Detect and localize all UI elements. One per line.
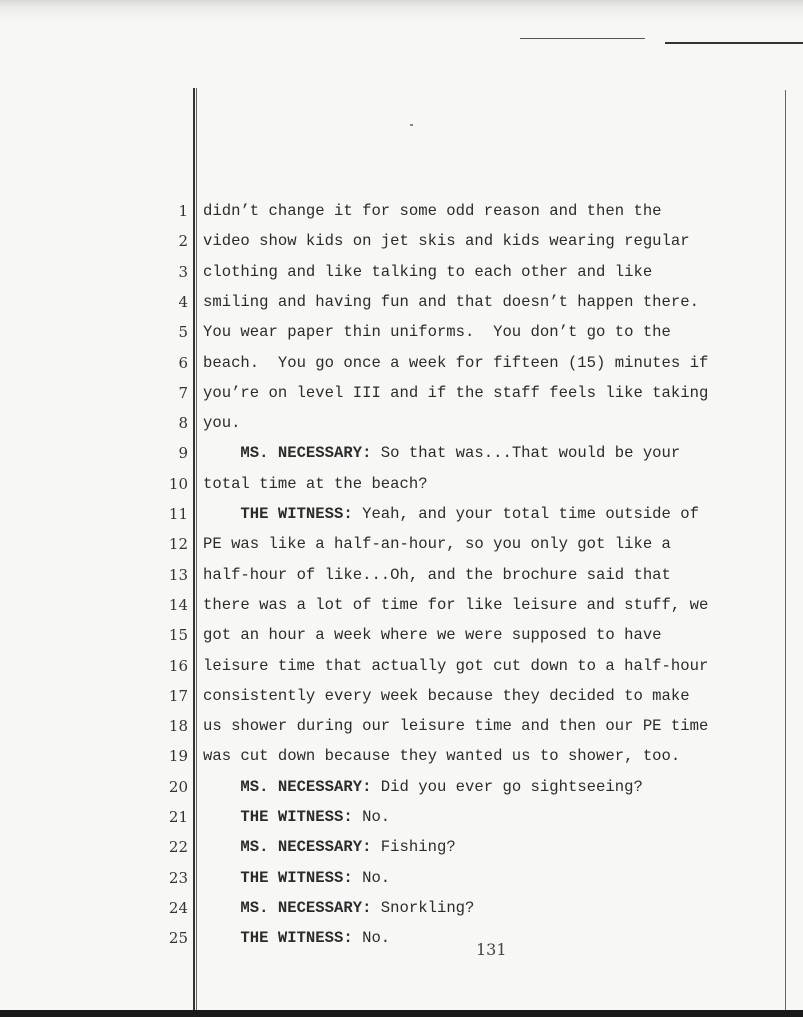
transcript-line bbox=[0, 257, 803, 287]
line-content: PE was like a half-an-hour, so you only got like a bbox=[203, 535, 671, 554]
transcript-line bbox=[0, 529, 803, 559]
line-content: got an hour a week where we were supposed to have bbox=[203, 626, 662, 645]
speaker-label: THE WITNESS: bbox=[203, 505, 353, 523]
line-text bbox=[203, 469, 428, 499]
scan-speck bbox=[410, 124, 413, 126]
line-text bbox=[203, 408, 240, 438]
line-content: smiling and having fun and that doesn’t happen there. bbox=[203, 292, 699, 311]
line-content: leisure time that actually got cut down to a half-hour bbox=[203, 656, 709, 675]
speaker-label: THE WITNESS: bbox=[203, 868, 353, 887]
line-content: there was a lot of time for like leisure and stuff, we bbox=[203, 595, 709, 614]
line-number: 6 bbox=[178, 353, 188, 372]
line-text bbox=[203, 560, 671, 590]
transcript-line bbox=[0, 317, 803, 347]
transcript-line bbox=[0, 923, 803, 953]
line-text bbox=[203, 681, 690, 711]
line-number: 20 bbox=[168, 777, 188, 796]
line-text bbox=[203, 590, 708, 620]
line-text bbox=[203, 287, 699, 317]
scan-artifact-rule bbox=[520, 38, 645, 39]
line-text bbox=[203, 529, 671, 559]
line-content: was cut down because they wanted us to shower, too. bbox=[203, 747, 681, 766]
transcript-line bbox=[0, 711, 803, 741]
line-number: 3 bbox=[178, 262, 188, 281]
transcript-line bbox=[0, 802, 803, 832]
line-text bbox=[203, 620, 662, 650]
line-content: video show kids on jet skis and kids wearing regular bbox=[203, 232, 690, 251]
line-number: 16 bbox=[168, 656, 188, 675]
line-text bbox=[203, 378, 708, 408]
line-number: 24 bbox=[168, 898, 188, 917]
line-content: us shower during our leisure time and then our PE time bbox=[203, 717, 709, 736]
speaker-label: THE WITNESS: bbox=[203, 808, 353, 826]
transcript-line bbox=[0, 560, 803, 590]
speaker-label: MS. NECESSARY: bbox=[203, 838, 372, 857]
line-content: you’re on level III and if the staff feels like taking bbox=[203, 383, 709, 402]
line-text bbox=[203, 438, 680, 468]
line-text bbox=[203, 711, 708, 741]
line-number: 12 bbox=[168, 535, 188, 554]
line-number: 4 bbox=[178, 292, 188, 311]
line-number: 14 bbox=[168, 595, 188, 614]
transcript-line bbox=[0, 378, 803, 408]
line-text bbox=[203, 863, 390, 893]
line-number: 21 bbox=[168, 808, 188, 826]
speaker-label: MS. NECESSARY: bbox=[203, 777, 372, 796]
line-content: So that was...That would be your bbox=[371, 444, 681, 463]
transcript-line bbox=[0, 469, 803, 499]
line-number: 25 bbox=[168, 929, 188, 948]
line-number: 10 bbox=[168, 474, 188, 493]
line-content: total time at the beach? bbox=[203, 474, 428, 493]
line-text bbox=[203, 348, 708, 378]
line-number: 9 bbox=[178, 444, 188, 463]
transcript-line bbox=[0, 226, 803, 256]
transcript-line bbox=[0, 348, 803, 378]
transcript-line bbox=[0, 590, 803, 620]
line-content: Snorkling? bbox=[371, 898, 475, 917]
line-content: Yeah, and your total time outside of bbox=[352, 505, 699, 523]
transcript-line bbox=[0, 863, 803, 893]
transcript-line bbox=[0, 772, 803, 802]
line-content: No. bbox=[352, 808, 391, 826]
transcript-line bbox=[0, 438, 803, 468]
line-text bbox=[203, 832, 456, 862]
line-number: 11 bbox=[168, 505, 188, 523]
line-text bbox=[203, 772, 643, 802]
line-number: 22 bbox=[168, 838, 188, 857]
line-content: Fishing? bbox=[371, 838, 456, 857]
page-number: 131 bbox=[476, 940, 507, 959]
transcript-line bbox=[0, 893, 803, 923]
line-number: 13 bbox=[168, 565, 188, 584]
speaker-label: THE WITNESS: bbox=[203, 929, 353, 948]
transcript-line bbox=[0, 620, 803, 650]
line-content: You wear paper thin uniforms. You don’t go to the bbox=[203, 323, 671, 342]
transcript-line bbox=[0, 499, 803, 529]
line-number: 2 bbox=[178, 232, 188, 251]
line-content: half-hour of like...Oh, and the brochure said that bbox=[203, 565, 671, 584]
line-text bbox=[203, 499, 699, 529]
line-number: 17 bbox=[168, 686, 188, 705]
line-text bbox=[203, 802, 390, 832]
line-number: 5 bbox=[178, 323, 188, 342]
line-content: didn’t change it for some odd reason and then the bbox=[203, 202, 662, 220]
transcript-line bbox=[0, 651, 803, 681]
transcript-line bbox=[0, 741, 803, 771]
transcript-line bbox=[0, 287, 803, 317]
transcript-line bbox=[0, 196, 803, 226]
line-content: beach. You go once a week for fifteen (15) minutes if bbox=[203, 353, 709, 372]
line-content: consistently every week because they decided to make bbox=[203, 686, 690, 705]
line-text bbox=[203, 741, 680, 771]
line-text bbox=[203, 923, 390, 953]
scan-bottom-edge bbox=[0, 1010, 803, 1017]
line-content: Did you ever go sightseeing? bbox=[371, 777, 643, 796]
line-number: 18 bbox=[168, 717, 188, 736]
line-content: No. bbox=[352, 868, 391, 887]
line-text bbox=[203, 317, 671, 347]
line-text bbox=[203, 226, 690, 256]
line-number: 7 bbox=[178, 383, 188, 402]
line-number: 1 bbox=[178, 202, 188, 220]
speaker-label: MS. NECESSARY: bbox=[203, 444, 372, 463]
line-text bbox=[203, 893, 474, 923]
line-text bbox=[203, 651, 708, 681]
line-number: 23 bbox=[168, 868, 188, 887]
line-text bbox=[203, 196, 662, 226]
transcript-line bbox=[0, 408, 803, 438]
line-content: No. bbox=[352, 929, 391, 948]
transcript-line bbox=[0, 681, 803, 711]
transcript-line bbox=[0, 832, 803, 862]
line-content: you. bbox=[203, 414, 241, 433]
line-number: 19 bbox=[168, 747, 188, 766]
line-content: clothing and like talking to each other and like bbox=[203, 262, 653, 281]
line-text bbox=[203, 257, 652, 287]
speaker-label: MS. NECESSARY: bbox=[203, 898, 372, 917]
scan-top-edge bbox=[0, 0, 803, 22]
scan-artifact-rule bbox=[665, 42, 803, 44]
line-number: 8 bbox=[178, 414, 188, 433]
line-number: 15 bbox=[168, 626, 188, 645]
